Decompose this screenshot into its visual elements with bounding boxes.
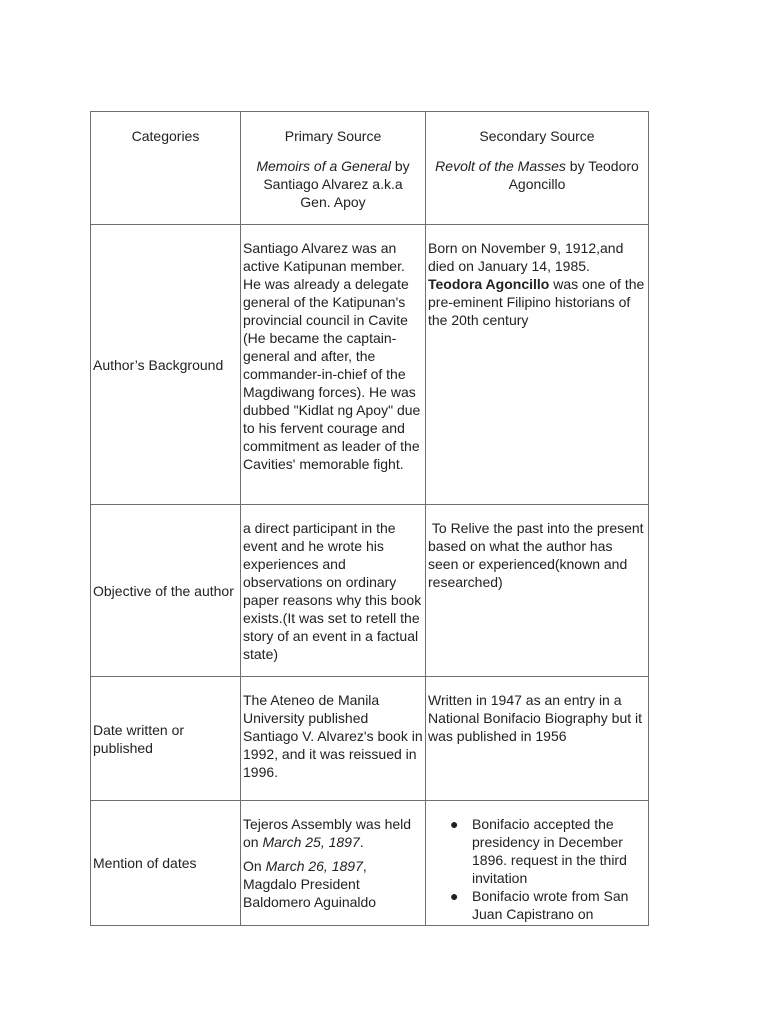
- category-label: Date written or published: [93, 721, 185, 756]
- secondary-work-title: Revolt of the Masses: [435, 158, 566, 174]
- primary-paragraph: [243, 815, 423, 851]
- secondary-cell: [426, 225, 649, 505]
- category-label: Mention of dates: [93, 855, 197, 871]
- list-item-text: Bonifacio wrote from San Juan Capistrano on: [472, 888, 629, 922]
- secondary-cell: [426, 801, 649, 926]
- table-row: [91, 801, 649, 926]
- secondary-cell: [426, 505, 649, 677]
- category-cell: [91, 677, 241, 801]
- primary-text: a direct participant in the event and he wrote his experiences and observations on ordinary paper reasons why this book exists.(It was set to retell the story of an event in a factual state): [243, 520, 422, 662]
- header-secondary-label: Secondary Source: [479, 128, 595, 144]
- primary-p2-date: March 26, 1897: [265, 858, 363, 874]
- category-cell: [91, 505, 241, 677]
- bullet-icon: ●: [450, 816, 459, 832]
- primary-cell: [241, 801, 426, 926]
- secondary-text: [426, 225, 648, 329]
- primary-p2-pre: On: [243, 858, 266, 874]
- primary-paragraph: [243, 857, 423, 911]
- secondary-cell: [426, 677, 649, 801]
- primary-work-title: Memoirs of a General: [256, 158, 391, 174]
- list-item: [450, 887, 646, 923]
- table-row: [91, 677, 649, 801]
- list-item-text: Bonifacio accepted the presidency in December 1896. request in the third invitation: [472, 816, 627, 886]
- header-secondary-work: [432, 157, 642, 193]
- secondary-text: To Relive the past into the present based on what the author has seen or experienced(known and researched): [428, 520, 648, 590]
- secondary-text-pre: Born on November 9, 1912,and died on January 14, 1985.: [428, 240, 624, 274]
- secondary-text-post: was one of the pre-eminent Filipino historians of the 20th century: [428, 276, 645, 328]
- table-row: [91, 225, 649, 505]
- primary-text: Santiago Alvarez was an active Katipunan member. He was already a delegate general of the Katipunan's provincial council in Cavite (He became the captain-general and after, the commander-in-chief of the Magdiwang forces). He was dubbed "Kidlat ng Apoy" due to his fervent courage and commitment as leader of the Cavities' memorable fight.: [243, 240, 421, 472]
- primary-work-author: by Santiago Alvarez a.k.a Gen. Apoy: [263, 158, 410, 210]
- secondary-work-author: by Teodoro Agoncillo: [508, 158, 639, 192]
- list-item: [450, 815, 646, 887]
- header-categories-cell: [91, 112, 241, 225]
- header-secondary-cell: [426, 112, 649, 225]
- primary-p1-date: March 25, 1897: [262, 834, 360, 850]
- primary-p1-post: .: [359, 834, 364, 850]
- category-cell: [91, 225, 241, 505]
- primary-text: The Ateneo de Manila University published Santiago V. Alvarez's book in 1992, and it was reissued in 1996.: [243, 692, 423, 780]
- primary-cell: [241, 677, 426, 801]
- primary-cell: [241, 225, 426, 505]
- primary-cell: [241, 505, 426, 677]
- secondary-text-bold: Teodora Agoncillo: [428, 276, 550, 292]
- primary-text: [241, 801, 425, 925]
- comparison-table: [90, 111, 649, 926]
- header-categories-label: Categories: [131, 128, 200, 144]
- category-cell: [91, 801, 241, 926]
- bullet-icon: ●: [450, 888, 459, 904]
- secondary-text: Written in 1947 as an entry in a National Bonifacio Biography but it was published in 1956: [428, 692, 643, 744]
- header-primary-label: Primary Source: [284, 128, 382, 144]
- primary-p1-pre: Tejeros Assembly was held on: [243, 816, 412, 850]
- secondary-bullet-list: [426, 801, 648, 923]
- header-primary-work: [247, 157, 419, 211]
- header-primary-cell: [241, 112, 426, 225]
- primary-p2-post: , Magdalo President Baldomero Aguinaldo: [243, 858, 377, 910]
- table-row: [91, 505, 649, 677]
- category-label: Author’s Background: [93, 356, 224, 373]
- header-row: [91, 112, 649, 225]
- category-label: Objective of the author: [93, 582, 234, 599]
